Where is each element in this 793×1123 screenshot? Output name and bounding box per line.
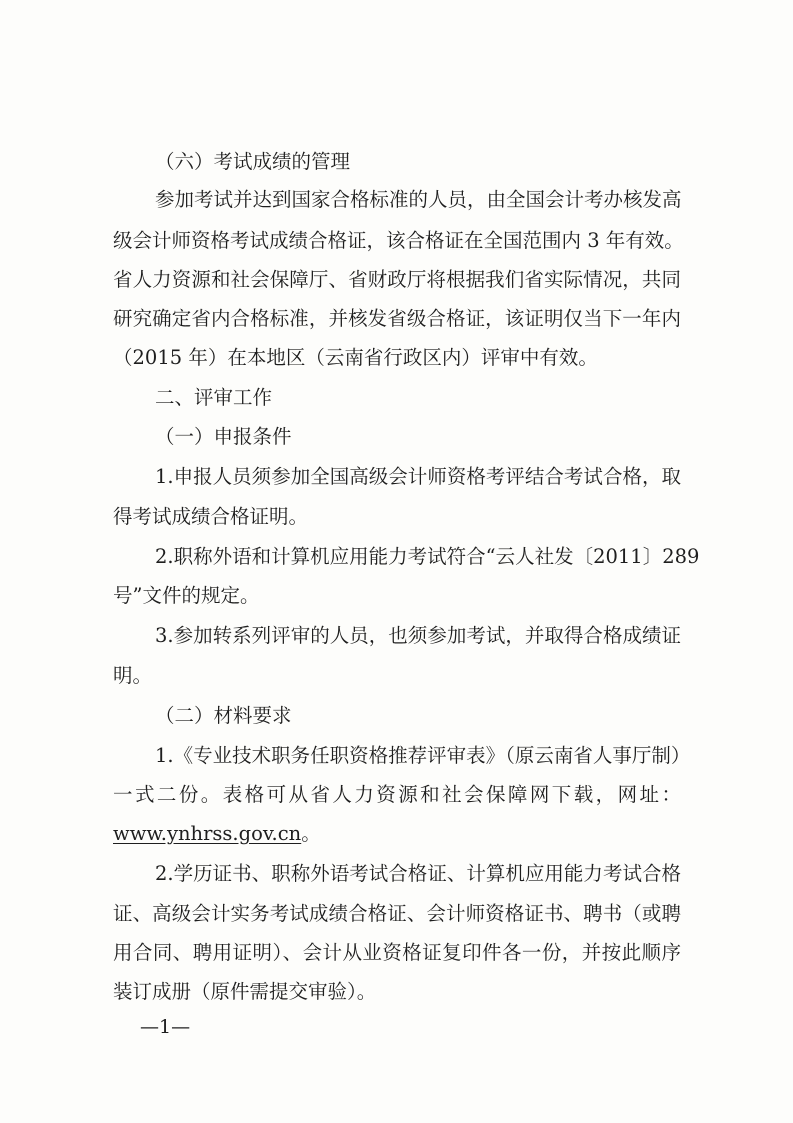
paragraph-line: 2.职称外语和计算机应用能力考试符合“云人社发〔2011〕289 [155, 545, 700, 568]
page-number: —1— [140, 1016, 191, 1038]
paragraph-line: 一式二份。表格可从省人力资源和社会保障网下载，网址： [113, 783, 681, 806]
paragraph-line: 级会计师资格考试成绩合格证，该合格证在全国范围内 3 年有效。 [113, 229, 684, 252]
paragraph-line: 3.参加转系列评审的人员，也须参加考试，并取得合格成绩证 [155, 624, 681, 647]
paragraph-line: 研究确定省内合格标准，并核发省级合格证，该证明仅当下一年内 [113, 307, 681, 330]
punctuation: 。 [301, 822, 321, 845]
paragraph-line: 1.申报人员须参加全国高级会计师资格考评结合考试合格，取 [155, 465, 681, 488]
paragraph-line: 证、高级会计实务考试成绩合格证、会计师资格证书、聘书（或聘 [113, 902, 681, 925]
paragraph-line: 号”文件的规定。 [113, 584, 260, 607]
website-link[interactable]: www.ynhrss.gov.cn [113, 822, 302, 845]
paragraph-line: 2.学历证书、职称外语考试合格证、计算机应用能力考试合格 [155, 862, 681, 885]
paragraph-line: 用合同、聘用证明）、会计从业资格证复印件各一份，并按此顺序 [113, 941, 681, 964]
paragraph-line: （2015 年）在本地区（云南省行政区内）评审中有效。 [113, 346, 598, 369]
paragraph-line: 装订成册（原件需提交审验）。 [113, 980, 377, 1003]
paragraph-line: 参加考试并达到国家合格标准的人员，由全国会计考办核发高 [155, 188, 682, 211]
paragraph-line: 得考试成绩合格证明。 [113, 505, 309, 528]
paragraph-line: 省人力资源和社会保障厅、省财政厅将根据我们省实际情况，共同 [113, 268, 681, 291]
paragraph-line: 明。 [113, 664, 153, 687]
section-heading-review-work: 二、评审工作 [155, 386, 273, 409]
paragraph-line [113, 822, 321, 846]
subsection-heading-material-requirements: （二）材料要求 [155, 704, 292, 727]
subsection-heading-application-conditions: （一）申报条件 [155, 425, 292, 448]
paragraph-line: 1.《专业技术职务任职资格推荐评审表》（原云南省人事厅制） [155, 744, 691, 767]
section-heading-exam-score-management: （六）考试成绩的管理 [155, 150, 351, 173]
